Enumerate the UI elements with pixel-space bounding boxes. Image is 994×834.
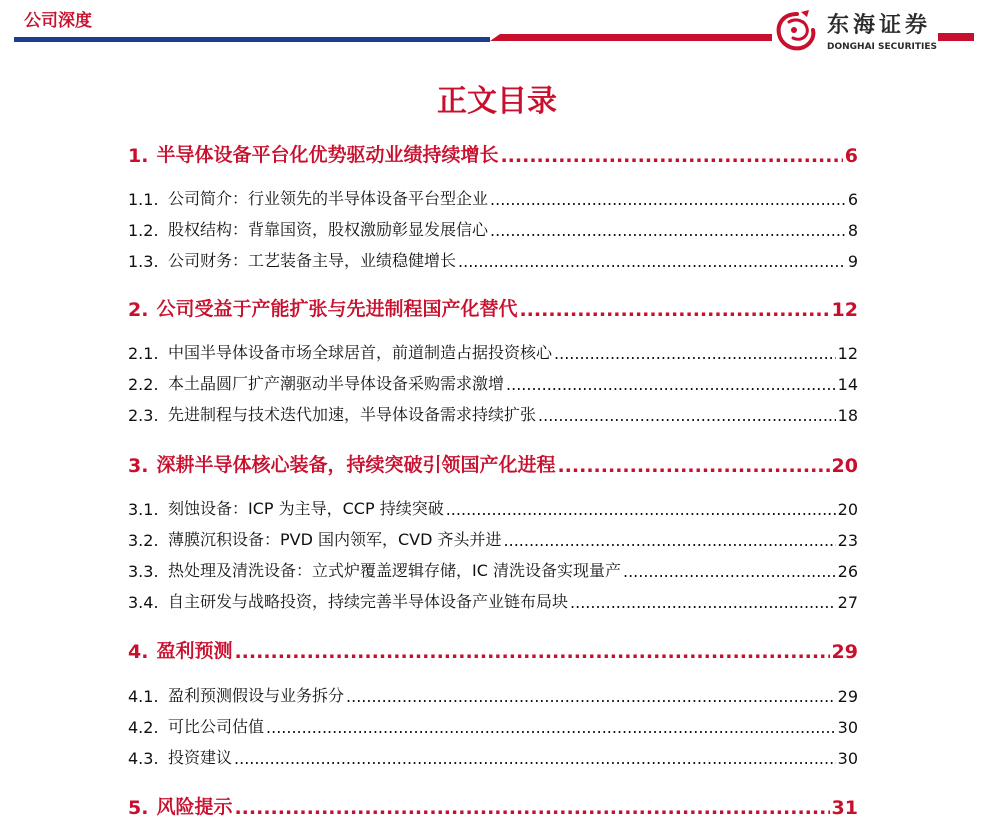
toc-number: 2.2.	[128, 375, 159, 394]
toc-section-row[interactable]	[128, 558, 858, 581]
toc-entry-text: 公司受益于产能扩张与先进制程国产化替代	[156, 298, 518, 320]
toc-entry-text: 盈利预测假设与业务拆分	[168, 686, 345, 705]
toc-entry-text: 中国半导体设备市场全球居首，前道制造占据投资核心	[168, 343, 553, 362]
toc-page-number: 26	[837, 562, 858, 581]
toc-section-row[interactable]	[128, 496, 858, 519]
toc-leader-dots	[506, 375, 836, 394]
toc-chapter-row[interactable]	[128, 294, 858, 321]
toc-number: 2.	[128, 299, 149, 321]
header-bar-red	[490, 34, 772, 41]
toc-number: 2.3.	[128, 406, 159, 425]
toc-entry-text: 热处理及清洗设备：立式炉覆盖逻辑存储，IC 清洗设备实现量产	[168, 561, 621, 580]
toc-leader-dots	[519, 299, 829, 321]
toc-entry-text: 先进制程与技术迭代加速，半导体设备需求持续扩张	[168, 405, 537, 424]
toc-page-number: 6	[847, 190, 858, 209]
toc-chapter-row[interactable]	[128, 450, 858, 477]
toc-entry-text: 公司简介：行业领先的半导体设备平台型企业	[168, 189, 489, 208]
brand-logo	[771, 8, 937, 56]
toc-leader-dots	[500, 145, 842, 167]
toc-leader-dots	[446, 500, 836, 519]
toc-entry-text: 股权结构：背靠国资，股权激励彰显发展信心	[168, 220, 489, 239]
toc-number: 3.3.	[128, 562, 159, 581]
toc-number: 3.4.	[128, 593, 159, 612]
toc-leader-dots	[346, 687, 836, 706]
toc-number: 5.	[128, 797, 149, 819]
toc-number: 3.2.	[128, 531, 159, 550]
toc-number: 4.3.	[128, 749, 159, 768]
toc-section-row[interactable]	[128, 371, 858, 394]
toc-entry-text: 盈利预测	[156, 640, 233, 662]
toc-leader-dots	[504, 531, 836, 550]
toc-section-row[interactable]	[128, 340, 858, 363]
brand-name-cn: 东海证券	[827, 13, 932, 38]
header-bar-navy	[14, 37, 490, 42]
toc-page-number: 29	[837, 687, 858, 706]
toc-page-number: 9	[847, 252, 858, 271]
header-bar-red-tail	[938, 33, 974, 41]
toc-number: 4.	[128, 641, 149, 663]
toc-entry-text: 本土晶圆厂扩产潮驱动半导体设备采购需求激增	[168, 374, 505, 393]
toc-section-row[interactable]	[128, 745, 858, 768]
brand-name-en: DONGHAI SECURITIES	[827, 42, 937, 52]
toc-entry-text: 风险提示	[156, 796, 233, 818]
toc-section-row[interactable]	[128, 527, 858, 550]
toc-page-number: 18	[837, 406, 858, 425]
toc-entry-text: 深耕半导体核心装备，持续突破引领国产化进程	[156, 454, 556, 476]
toc-page-number: 20	[837, 500, 858, 519]
toc-chapter-row[interactable]	[128, 636, 858, 663]
toc-leader-dots	[623, 562, 836, 581]
dragon-emblem-icon	[771, 8, 823, 56]
toc-leader-dots	[234, 641, 829, 663]
toc-entry-text: 刻蚀设备：ICP 为主导，CCP 持续突破	[168, 499, 444, 518]
toc-section-row[interactable]	[128, 248, 858, 271]
toc-page-number: 30	[837, 718, 858, 737]
toc-leader-dots	[557, 455, 829, 477]
toc-number: 1.	[128, 145, 149, 167]
toc-leader-dots	[554, 344, 836, 363]
toc-page-number: 14	[837, 375, 858, 394]
toc-page-number: 6	[844, 145, 858, 167]
toc-number: 1.2.	[128, 221, 159, 240]
toc-chapter-row[interactable]	[128, 140, 858, 167]
toc-leader-dots	[490, 221, 846, 240]
toc-number: 3.1.	[128, 500, 159, 519]
toc-chapter-row[interactable]	[128, 792, 858, 819]
toc-section-row[interactable]	[128, 217, 858, 240]
toc-number: 4.1.	[128, 687, 159, 706]
toc-number: 3.	[128, 455, 149, 477]
toc-page-number: 8	[847, 221, 858, 240]
toc-number: 1.3.	[128, 252, 159, 271]
toc-section-row[interactable]	[128, 589, 858, 612]
toc-leader-dots	[234, 749, 836, 768]
toc-leader-dots	[234, 797, 829, 819]
toc-leader-dots	[266, 718, 836, 737]
page-title: 正文目录	[437, 84, 557, 119]
toc-section-row[interactable]	[128, 714, 858, 737]
toc-page-number: 27	[837, 593, 858, 612]
toc-entry-text: 可比公司估值	[168, 717, 265, 736]
header-label: 公司深度	[24, 11, 92, 31]
toc-entry-text: 半导体设备平台化优势驱动业绩持续增长	[156, 144, 499, 166]
toc-leader-dots	[538, 406, 836, 425]
toc-leader-dots	[570, 593, 836, 612]
toc-entry-text: 自主研发与战略投资，持续完善半导体设备产业链布局块	[168, 592, 569, 611]
toc-entry-text: 公司财务：工艺装备主导，业绩稳健增长	[168, 251, 457, 270]
toc-number: 1.1.	[128, 190, 159, 209]
toc-section-row[interactable]	[128, 186, 858, 209]
toc-section-row[interactable]	[128, 402, 858, 425]
toc-leader-dots	[490, 190, 846, 209]
toc-entry-text: 投资建议	[168, 748, 233, 767]
toc-page-number: 12	[837, 344, 858, 363]
toc-page-number: 29	[831, 641, 858, 663]
toc-number: 2.1.	[128, 344, 159, 363]
toc-page-number: 12	[831, 299, 858, 321]
toc-page-number: 31	[831, 797, 858, 819]
toc-entry-text: 薄膜沉积设备：PVD 国内领军，CVD 齐头并进	[168, 530, 502, 549]
toc-page-number: 20	[831, 455, 858, 477]
toc-page-number: 30	[837, 749, 858, 768]
toc-number: 4.2.	[128, 718, 159, 737]
toc-leader-dots	[458, 252, 846, 271]
toc-page-number: 23	[837, 531, 858, 550]
toc-section-row[interactable]	[128, 683, 858, 706]
